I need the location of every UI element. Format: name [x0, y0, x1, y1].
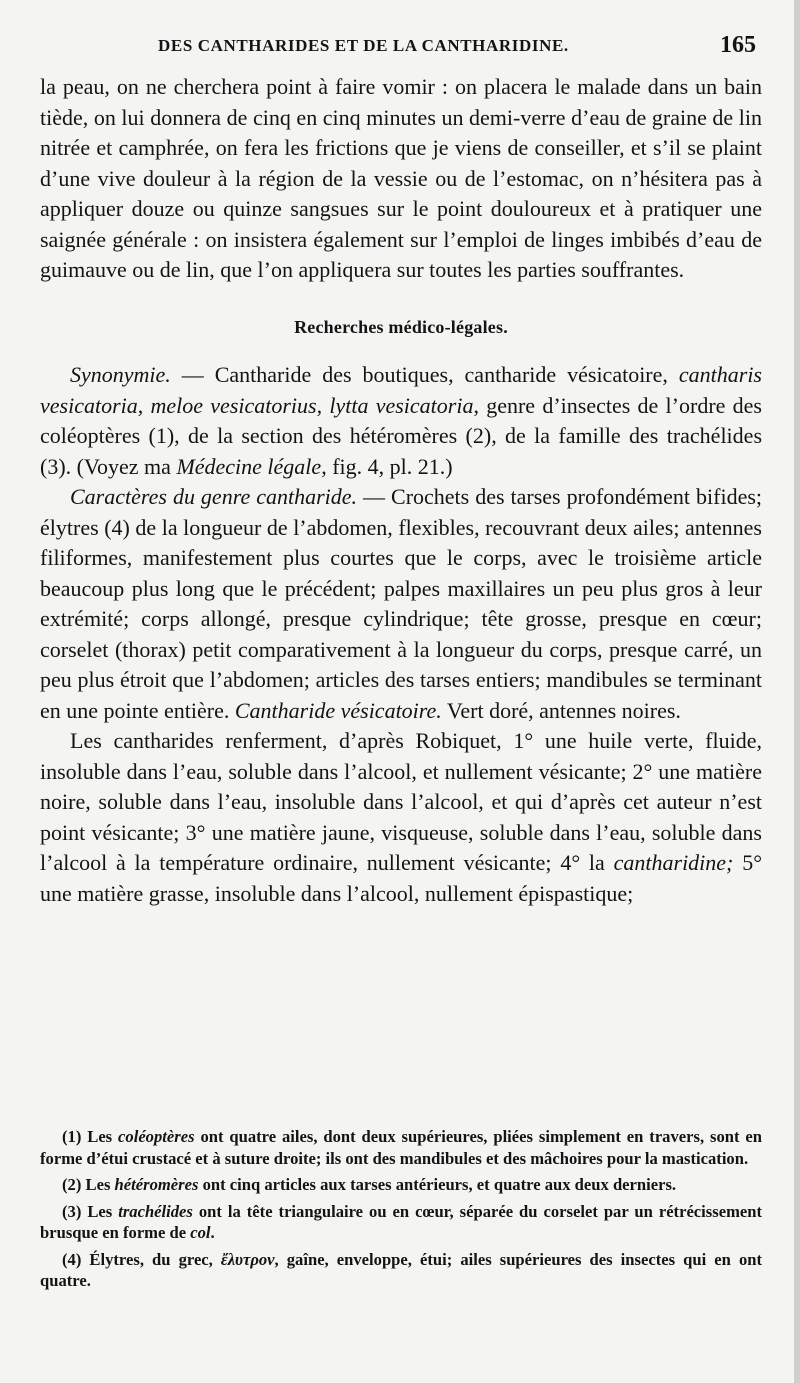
footnote-greek-term: ἔλυτρον: [220, 1249, 275, 1269]
footnote-term: hétéromères: [114, 1175, 199, 1194]
species-name: Cantharide vésicatoire.: [234, 697, 442, 723]
footnote-number: (1): [62, 1127, 82, 1146]
footnote-3: [40, 1201, 762, 1244]
cantharidine-term: cantharidine;: [613, 850, 734, 875]
footnote-1: [40, 1126, 762, 1169]
synonymie-text-1: — Cantharide des boutiques, cantharide vésicatoire,: [170, 362, 679, 387]
paragraph-caracteres: [40, 482, 762, 726]
footnote-term: coléoptères: [118, 1127, 195, 1146]
synonymie-text-2: , genre d’insectes de l’ordre des coléoptères (1), de la section des hétéromères (2), de la famille des trachélides (3). (Voyez ma: [40, 392, 762, 479]
footnote-text: Élytres, du grec,: [81, 1249, 221, 1269]
footnote-text: Les: [81, 1127, 119, 1146]
footnote-text: Les: [81, 1175, 115, 1194]
footnotes: [40, 1126, 762, 1297]
caracteres-text-1: — Crochets des tarses profondément bifides; élytres (4) de la longueur de l’abdomen, flexibles, recouvrant deux ailes; antennes filiformes, manifestement plus courtes que le corps, avec le troisième article beaucoup plus long que le précédent; palpes maxillaires un peu plus gros à leur extrémité; corps allongé, presque cylindrique; tête grosse, presque en cœur; corselet (thorax) petit comparativement à la longueur du corps, presque carré, un peu plus étroit que l’abdomen; articles des tarses entiers; mandibules se terminant en une pointe entière.: [40, 484, 763, 723]
latin-names: cantharis vesicatoria, meloe vesicatorius, lytta vesicatoria: [40, 362, 762, 418]
footnote-number: (4): [62, 1249, 82, 1269]
footnote-text: , gaîne, enveloppe, étui; ailes supérieures des insectes qui en ont quatre.: [40, 1249, 762, 1290]
robiquet-text-2: 5° une matière grasse, insoluble dans l’alcool, nullement épispastique;: [40, 850, 762, 906]
running-head: [40, 34, 760, 64]
footnote-text: ont cinq articles aux tarses antérieurs, et quatre aux deux derniers.: [198, 1175, 677, 1194]
footnote-text: ont quatre ailes, dont deux supérieures, pliées simplement en travers, sont en forme d’étui crustacé et à suture droite; ils ont des mandibules et des mâchoires pour la mastication.: [40, 1127, 763, 1168]
footnote-text: Les: [81, 1201, 119, 1221]
footnote-text: .: [210, 1223, 215, 1242]
footnote-number: (3): [62, 1201, 82, 1221]
page-number: 165: [720, 32, 756, 58]
synonymie-label: Synonymie.: [70, 362, 171, 387]
footnote-term: trachélides: [118, 1201, 193, 1221]
footnote-number: (2): [62, 1175, 82, 1194]
paragraph-treatment: la peau, on ne cherchera point à faire vomir : on placera le malade dans un bain tiède, on lui donnera de cinq en cinq minutes un demi-verre d’eau de graine de lin nitrée et camphrée, on fera les frictions que je viens de conseiller, et s’il se plaint d’une vive douleur à la région de la vessie ou de l’estomac, on n’hésitera pas à appliquer douze ou quinze sangsues sur le point douloureux et à pratiquer une saignée générale : on insistera également sur l’emploi de linges imbibés d’eau de guimauve ou de lin, que l’on appliquera sur toutes les parties souffrantes.: [40, 74, 762, 282]
footnote-4: [40, 1249, 762, 1292]
body-text: [40, 72, 762, 909]
paragraph-synonymie: [40, 360, 762, 482]
book-title: Médecine légale: [176, 453, 322, 479]
running-title: DES CANTHARIDES ET DE LA CANTHARIDINE.: [158, 36, 569, 55]
footnote-term: col: [190, 1223, 211, 1242]
robiquet-text-1: Les cantharides renferment, d’après Robiquet, 1° une huile verte, fluide, insoluble dans l’eau, soluble dans l’alcool, et nullement vésicante; 2° une matière noire, soluble dans l’eau, insoluble dans l’alcool, et qui d’après cet auteur n’est point vésicante; 3° une matière jaune, visqueuse, soluble dans l’eau, soluble dans l’alcool à la température ordinaire, nullement vésicante; 4° la: [40, 728, 762, 875]
caracteres-label: Caractères du genre cantharide.: [70, 484, 358, 509]
section-heading: Recherches médico-légales.: [294, 316, 508, 337]
synonymie-text-3: , fig. 4, pl. 21.): [321, 453, 453, 479]
paragraph-robiquet: [40, 726, 762, 909]
caracteres-text-2: Vert doré, antennes noires.: [441, 697, 681, 723]
footnote-2: [40, 1174, 762, 1196]
footnote-text: ont la tête triangulaire ou en cœur, séparée du corselet par un rétrécissement brusque en forme de: [40, 1201, 763, 1242]
